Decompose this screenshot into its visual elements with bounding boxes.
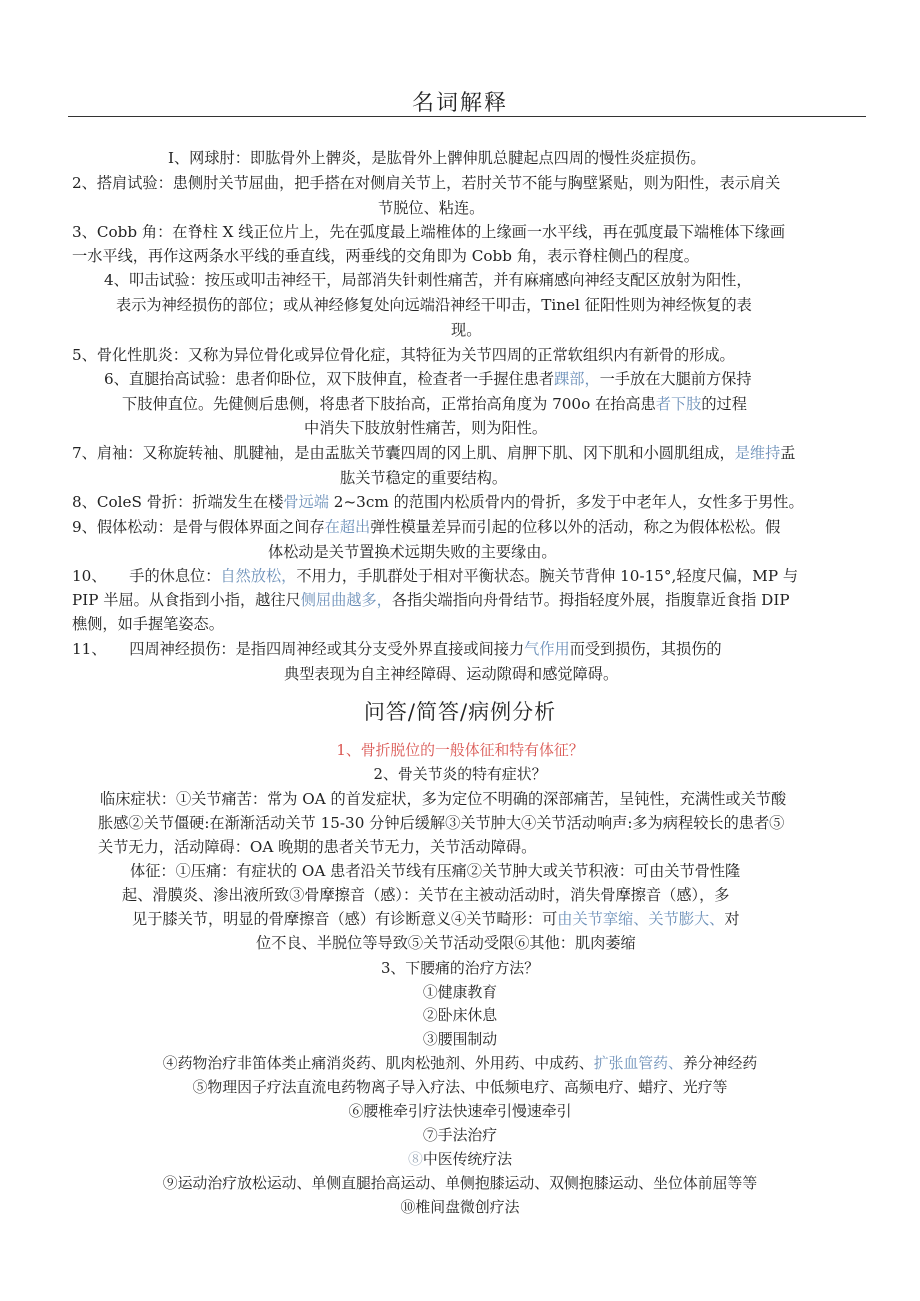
term-line: 节脱位、粘连。: [378, 199, 485, 217]
term-line: 5、骨化性肌炎：又称为异位骨化或异位骨化症，其特征为关节四周的正常软组织内有新骨的形成。: [72, 346, 735, 364]
treatment-item: ②卧床休息: [422, 1006, 498, 1024]
title-divider: [68, 116, 866, 117]
term-line: 下肢伸直位。先健侧后患侧，将患者下肢抬高，正常抬高角度为 700o 在抬高患者下肢的过程: [122, 395, 747, 413]
term-line: 中消失下肢放射性痛苦，则为阳性。: [304, 419, 547, 437]
answer-line: 体征：①压痛：有症状的 OA 患者沿关节线有压痛②关节肿大或关节积液：可由关节骨性隆: [130, 862, 741, 880]
term-line: 6、直腿抬高试验：患者仰卧位，双下肢伸直，检查者一手握住患者踝部，一手放在大腿前方保持: [104, 370, 752, 388]
term-line: 一水平线，再作这两条水平线的垂直线，两垂线的交角即为 Cobb 角，表示脊柱侧凸的程度。: [72, 247, 699, 265]
treatment-item: ⑧中医传统疗法: [407, 1150, 513, 1168]
page-title: 名词解释: [411, 91, 508, 116]
answer-line: 临床症状：①关节痛苦：常为 OA 的首发症状，多为定位不明确的深部痛苦，呈钝性，充满性或关节酸: [100, 790, 787, 808]
term-line: 表示为神经损伤的部位；或从神经修复处向远端沿神经干叩击，Tinel 征阳性则为神经恢复的表: [116, 296, 752, 314]
section-title: 问答/简答/病例分析: [363, 700, 557, 724]
treatment-item: ④药物治疗非笛体类止痛消炎药、肌肉松弛剂、外用药、中成药、扩张血管药、养分神经药: [162, 1054, 758, 1072]
term-line: 11、 四周神经损伤：是指四周神经或其分支受外界直接或间接力气作用而受到损伤，其损伤的: [72, 640, 722, 658]
term-line: 9、假体松动：是骨与假体界面之间存在超出弹性模量差异而引起的位移以外的活动，称之为假体松松。假: [72, 518, 781, 536]
question-line: 2、骨关节炎的特有症状？: [373, 765, 547, 783]
answer-line: 位不良、半脱位等导致⑤关节活动受限⑥其他：肌肉萎缩: [256, 934, 636, 952]
treatment-item: ①健康教育: [422, 983, 498, 1001]
term-line: 体松动是关节置换术远期失败的主要缘由。: [268, 543, 557, 561]
term-line: 典型表现为自主神经障碍、运动隙碍和感觉障碍。: [284, 665, 619, 683]
term-line: 4、叩击试验：按压或叩击神经干，局部消失针刺性痛苦，并有麻痛感向神经支配区放射为阳性，: [104, 271, 752, 289]
treatment-item: ⑩椎间盘微创疗法: [400, 1198, 520, 1216]
treatment-item: ⑥腰椎牵引疗法快速牵引慢速牵引: [348, 1102, 572, 1120]
answer-line: 起、滑膜炎、渗出液所致③骨摩擦音（感）：关节在主被动活动时，消失骨摩擦音（感），多: [122, 886, 730, 904]
term-line: 7、肩袖：又称旋转袖、肌腱袖，是由盂肱关节囊四周的冈上肌、肩胛下肌、冈下肌和小圆肌组成，是维持盂: [72, 444, 796, 462]
term-line: 现。: [451, 321, 482, 339]
term-line: 10、 手的休息位：自然放松，不用力，手肌群处于相对平衡状态。腕关节背伸 10-15°,轻度尺偏，MP 与: [72, 567, 799, 585]
answer-line: 关节无力，活动障碍：OA 晚期的患者关节无力，关节活动障碍。: [98, 838, 537, 856]
term-line: PIP 半屈。从食指到小指，越往尺侧屈曲越多，各指尖端指向舟骨结节。拇指轻度外展，指腹靠近食指 DIP: [72, 591, 790, 609]
treatment-item: ⑨运动治疗放松运动、单侧直腿抬高运动、单侧抱膝运动、双侧抱膝运动、坐位体前屈等等: [162, 1174, 758, 1192]
term-line: 2、搭肩试验：患侧肘关节屈曲，把手搭在对侧肩关节上，若肘关节不能与胸壁紧贴，则为阳性，表示肩关: [72, 174, 781, 192]
treatment-item: ⑤物理因子疗法直流电药物离子导入疗法、中低频电疗、高频电疗、蜡疗、光疗等: [192, 1078, 728, 1096]
treatment-item: ⑦手法治疗: [422, 1126, 498, 1144]
term-line: 3、Cobb 角：在脊柱 X 线正位片上，先在弧度最上端椎体的上缘画一水平线，再在弧度最下端椎体下缘画: [72, 223, 786, 241]
treatment-item: ③腰围制动: [422, 1030, 498, 1048]
answer-line: 胀感②关节僵硬:在渐渐活动关节 15-30 分钟后缓解③关节肿大④关节活动响声:多为病程较长的患者⑤: [98, 814, 785, 832]
question-line: 1、骨折脱位的一般体征和特有体征？: [336, 741, 584, 759]
answer-line: 见于膝关节，明显的骨摩擦音（感）有诊断意义④关节畸形：可由关节挛缩、关节膨大、对: [132, 910, 740, 928]
term-line: 肱关节稳定的重要结构。: [340, 469, 508, 487]
term-line: I、网球肘：即肱骨外上髀炎，是肱骨外上髀伸肌总腱起点四周的慢性炎症损伤。: [168, 149, 706, 167]
term-line: 樵侧，如手握笔姿态。: [72, 615, 224, 633]
question-line: 3、下腰痛的治疗方法？: [380, 959, 540, 977]
term-line: 8、ColeS 骨折：折端发生在楼骨远端 2~3cm 的范围内松质骨内的骨折，多发于中老年人，女性多于男性。: [72, 493, 804, 511]
